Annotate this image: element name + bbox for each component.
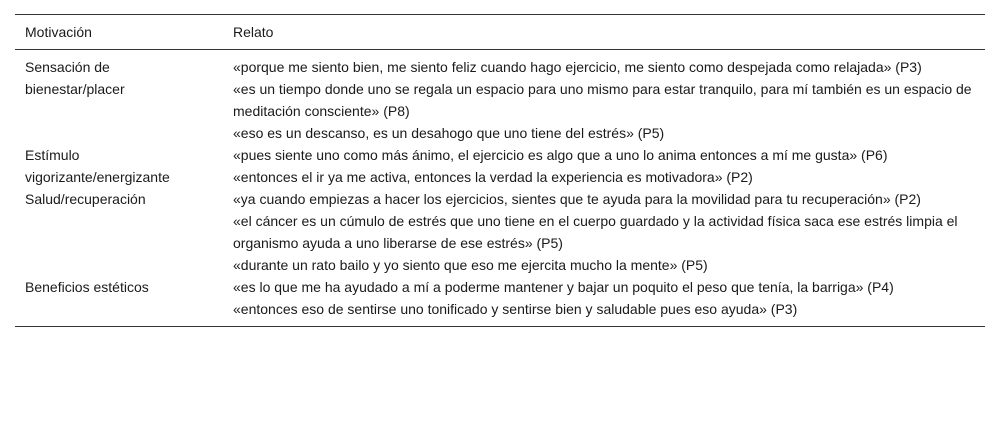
table-header: [15, 15, 985, 50]
quotes-cell: [223, 276, 985, 327]
quote-text: «ya cuando empiezas a hacer los ejercicios, sientes que te ayuda para la movilidad para tu recuperación» (P2): [233, 191, 921, 207]
quotes-cell: [223, 50, 985, 145]
quote-text: «pues siente uno como más ánimo, el ejercicio es algo que a uno lo anima entonces a mí me gusta» (P6): [233, 147, 888, 163]
motivation-table: [15, 14, 985, 327]
motivation-cell: Estímulo vigorizante/energizante: [25, 147, 170, 185]
motivation-cell: Salud/recuperación: [25, 191, 146, 207]
motivation-cell: Sensación de bienestar/placer: [25, 59, 125, 97]
quotes-cell: [223, 188, 985, 276]
quote-text: «es un tiempo donde uno se regala un espacio para uno mismo para estar tranquilo, para mí también es un espacio de meditación consciente» (P8): [233, 81, 972, 119]
quote-text: «eso es un descanso, es un desahogo que uno tiene del estrés» (P5): [233, 125, 665, 141]
table-row: [15, 50, 985, 145]
quote-text: «el cáncer es un cúmulo de estrés que uno tiene en el cuerpo guardado y la actividad física saca ese estrés limpia el organismo ayuda a uno liberarse de ese estrés» (P5): [233, 213, 958, 251]
table-row: [15, 144, 985, 188]
header-motivacion: Motivación: [15, 15, 223, 50]
header-row: [15, 15, 985, 50]
quote-text: «entonces el ir ya me activa, entonces la verdad la experiencia es motivadora» (P2): [233, 169, 753, 185]
table-row: [15, 276, 985, 327]
table-body: [15, 50, 985, 327]
quote-text: «durante un rato bailo y yo siento que eso me ejercita mucho la mente» (P5): [233, 257, 708, 273]
header-relato: Relato: [223, 15, 985, 50]
quote-text: «es lo que me ha ayudado a mí a poderme mantener y bajar un poquito el peso que tenía, la barriga» (P4): [233, 279, 894, 295]
table-row: [15, 188, 985, 276]
quote-text: «entonces eso de sentirse uno tonificado y sentirse bien y saludable pues eso ayuda» (P3): [233, 301, 798, 317]
motivation-table-container: [15, 14, 985, 327]
motivation-cell: Beneficios estéticos: [25, 279, 149, 295]
quote-text: «porque me siento bien, me siento feliz cuando hago ejercicio, me siento como despejada como relajada» (P3): [233, 59, 922, 75]
quotes-cell: [223, 144, 985, 188]
